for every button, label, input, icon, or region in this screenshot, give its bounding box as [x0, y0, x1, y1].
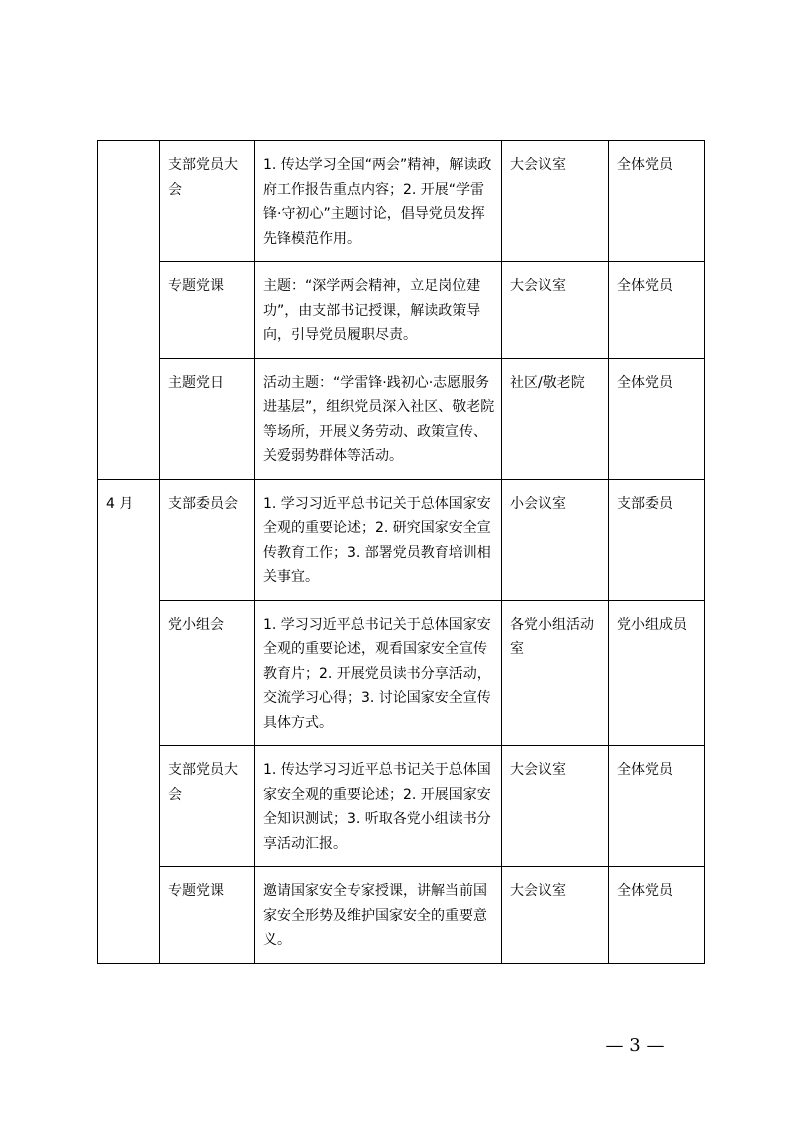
meeting-place-cell: 小会议室 — [502, 479, 609, 600]
table-row — [98, 262, 705, 359]
meeting-place-cell: 社区/敬老院 — [502, 358, 609, 479]
participants-cell: 全体党员 — [609, 867, 705, 964]
table-row — [98, 358, 705, 479]
page-number: — 3 — — [605, 1035, 665, 1056]
table-row — [98, 746, 705, 867]
meeting-type-cell: 主题党日 — [160, 358, 255, 479]
participants-cell: 全体党员 — [609, 141, 705, 262]
meeting-schedule-table — [97, 140, 705, 964]
participants-cell: 支部委员 — [609, 479, 705, 600]
participants-cell: 全体党员 — [609, 746, 705, 867]
table-row — [98, 479, 705, 600]
participants-cell: 全体党员 — [609, 358, 705, 479]
meeting-content-cell: 主题：“深学两会精神，立足岗位建功”，由支部书记授课，解读政策导向，引导党员履职尽责。 — [255, 262, 502, 359]
table-row — [98, 141, 705, 262]
meeting-type-cell: 专题党课 — [160, 262, 255, 359]
meeting-place-cell: 大会议室 — [502, 141, 609, 262]
meeting-content-cell: 1. 传达学习习近平总书记关于总体国家安全观的重要论述；2. 开展国家安全知识测试；3. 听取各党小组读书分享活动汇报。 — [255, 746, 502, 867]
meeting-content-cell: 邀请国家安全专家授课，讲解当前国家安全形势及维护国家安全的重要意义。 — [255, 867, 502, 964]
meeting-content-cell: 1. 学习习近平总书记关于总体国家安全观的重要论述，观看国家安全宣传教育片；2. 开展党员读书分享活动，交流学习心得；3. 讨论国家安全宣传具体方式。 — [255, 600, 502, 746]
month-cell — [98, 141, 160, 480]
meeting-place-cell: 大会议室 — [502, 867, 609, 964]
table-row — [98, 867, 705, 964]
table-row — [98, 600, 705, 746]
participants-cell: 全体党员 — [609, 262, 705, 359]
meeting-content-cell: 1. 学习习近平总书记关于总体国家安全观的重要论述；2. 研究国家安全宣传教育工作；3. 部署党员教育培训相关事宜。 — [255, 479, 502, 600]
meeting-type-cell: 支部党员大会 — [160, 141, 255, 262]
meeting-content-cell: 1. 传达学习全国“两会”精神，解读政府工作报告重点内容；2. 开展“学雷锋·守初心”主题讨论，倡导党员发挥先锋模范作用。 — [255, 141, 502, 262]
meeting-type-cell: 支部党员大会 — [160, 746, 255, 867]
meeting-type-cell: 支部委员会 — [160, 479, 255, 600]
participants-cell: 党小组成员 — [609, 600, 705, 746]
month-cell: 4 月 — [98, 479, 160, 963]
meeting-place-cell: 各党小组活动室 — [502, 600, 609, 746]
meeting-type-cell: 专题党课 — [160, 867, 255, 964]
meeting-type-cell: 党小组会 — [160, 600, 255, 746]
meeting-content-cell: 活动主题：“学雷锋·践初心·志愿服务进基层”，组织党员深入社区、敬老院等场所，开展义务劳动、政策宣传、关爱弱势群体等活动。 — [255, 358, 502, 479]
meeting-place-cell: 大会议室 — [502, 746, 609, 867]
meeting-place-cell: 大会议室 — [502, 262, 609, 359]
